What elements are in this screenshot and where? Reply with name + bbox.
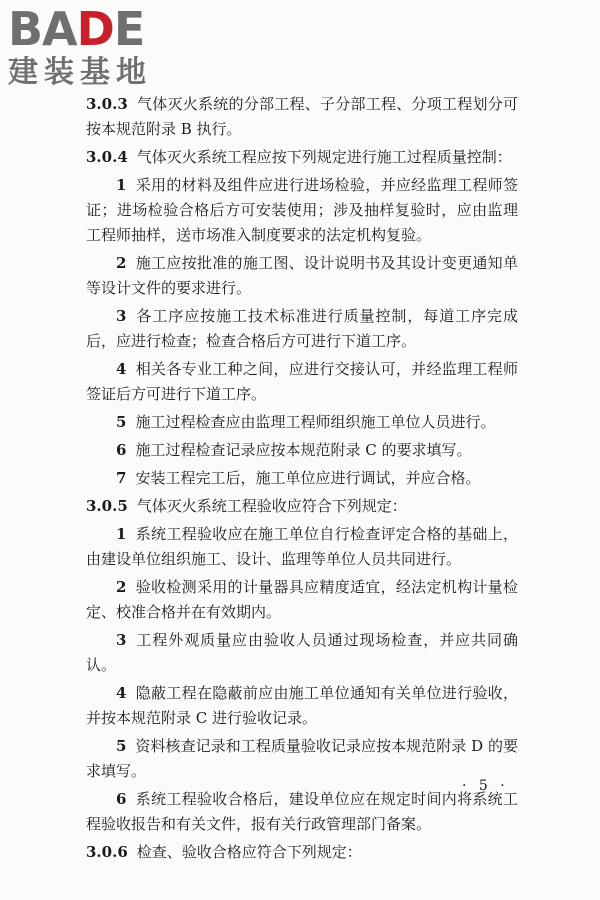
list-item <box>86 575 518 625</box>
logo-wordmark <box>8 4 178 54</box>
list-item <box>86 251 518 301</box>
item-number: 1 <box>116 176 127 194</box>
item-number: 4 <box>116 360 127 378</box>
clause-paragraph <box>86 494 518 519</box>
item-number: 3.0.6 <box>86 843 128 861</box>
item-text: 施工过程检查记录应按本规范附录 C 的要求填写。 <box>135 441 472 459</box>
item-text: 气体灭火系统工程应按下列规定进行施工过程质量控制： <box>136 148 512 166</box>
item-text: 施工过程检查应由监理工程师组织施工单位人员进行。 <box>135 413 496 431</box>
item-number: 3 <box>116 307 127 325</box>
item-number: 5 <box>116 413 127 431</box>
list-item <box>86 173 518 248</box>
item-text: 检查、验收合格应符合下列规定： <box>136 843 362 861</box>
item-number: 7 <box>116 469 127 487</box>
document-body <box>86 92 518 868</box>
item-text: 工程外观质量应由验收人员通过现场检查，并应共同确认。 <box>86 631 518 674</box>
item-text: 采用的材料及组件应进行进场检验，并应经监理工程师签证；进场检验合格后方可安装使用；涉及抽样复验时，应由监理工程师抽样，送市场准入制度要求的法定机构复验。 <box>86 176 518 244</box>
clause-paragraph <box>86 92 518 142</box>
list-item <box>86 466 518 491</box>
list-item <box>86 410 518 435</box>
list-item <box>86 681 518 731</box>
item-number: 3.0.3 <box>86 95 128 113</box>
item-number: 4 <box>116 684 127 702</box>
item-text: 安装工程完工后，施工单位应进行调试，并应合格。 <box>135 469 481 487</box>
list-item <box>86 628 518 678</box>
item-text: 气体灭火系统的分部工程、子分部工程、分项工程划分可按本规范附录 B 执行。 <box>86 95 518 138</box>
item-number: 6 <box>116 441 127 459</box>
clause-paragraph <box>86 145 518 170</box>
item-text: 相关各专业工种之间，应进行交接认可，并经监理工程师签证后方可进行下道工序。 <box>86 360 518 403</box>
item-number: 2 <box>116 578 127 596</box>
item-text: 资料核查记录和工程质量验收记录应按本规范附录 D 的要求填写。 <box>86 737 518 780</box>
item-number: 3.0.5 <box>86 497 128 515</box>
item-number: 6 <box>116 790 127 808</box>
item-text: 系统工程验收合格后，建设单位应在规定时间内将系统工程验收报告和有关文件，报有关行政管理部门备案。 <box>86 790 518 833</box>
list-item <box>86 304 518 354</box>
logo-text-a: BA <box>8 2 77 56</box>
item-number: 2 <box>116 254 127 272</box>
item-text: 系统工程验收应在施工单位自行检查评定合格的基础上，由建设单位组织施工、设计、监理等单位人员共同进行。 <box>86 525 518 568</box>
list-item <box>86 438 518 463</box>
list-item <box>86 787 518 837</box>
bade-logo <box>8 4 178 90</box>
logo-text-c: E <box>113 2 145 56</box>
logo-chinese: 建装基地 <box>8 55 152 90</box>
item-text: 气体灭火系统工程验收应符合下列规定： <box>136 497 407 515</box>
item-number: 1 <box>116 525 127 543</box>
list-item <box>86 522 518 572</box>
item-text: 隐蔽工程在隐蔽前应由施工单位通知有关单位进行验收，并按本规范附录 C 进行验收记录。 <box>86 684 518 727</box>
item-text: 验收检测采用的计量器具应精度适宜，经法定机构计量检定、校准合格并在有效期内。 <box>86 578 518 621</box>
item-text: 各工序应按施工技术标准进行质量控制，每道工序完成后，应进行检查；检查合格后方可进行下道工序。 <box>86 307 518 350</box>
page-number: · 5 · <box>462 778 509 794</box>
list-item <box>86 734 518 784</box>
list-item <box>86 357 518 407</box>
clause-paragraph <box>86 840 518 865</box>
item-number: 3.0.4 <box>86 148 128 166</box>
item-text: 施工应按批准的施工图、设计说明书及其设计变更通知单等设计文件的要求进行。 <box>86 254 518 297</box>
item-number: 5 <box>116 737 127 755</box>
logo-text-accent: D <box>76 2 114 56</box>
item-number: 3 <box>116 631 127 649</box>
